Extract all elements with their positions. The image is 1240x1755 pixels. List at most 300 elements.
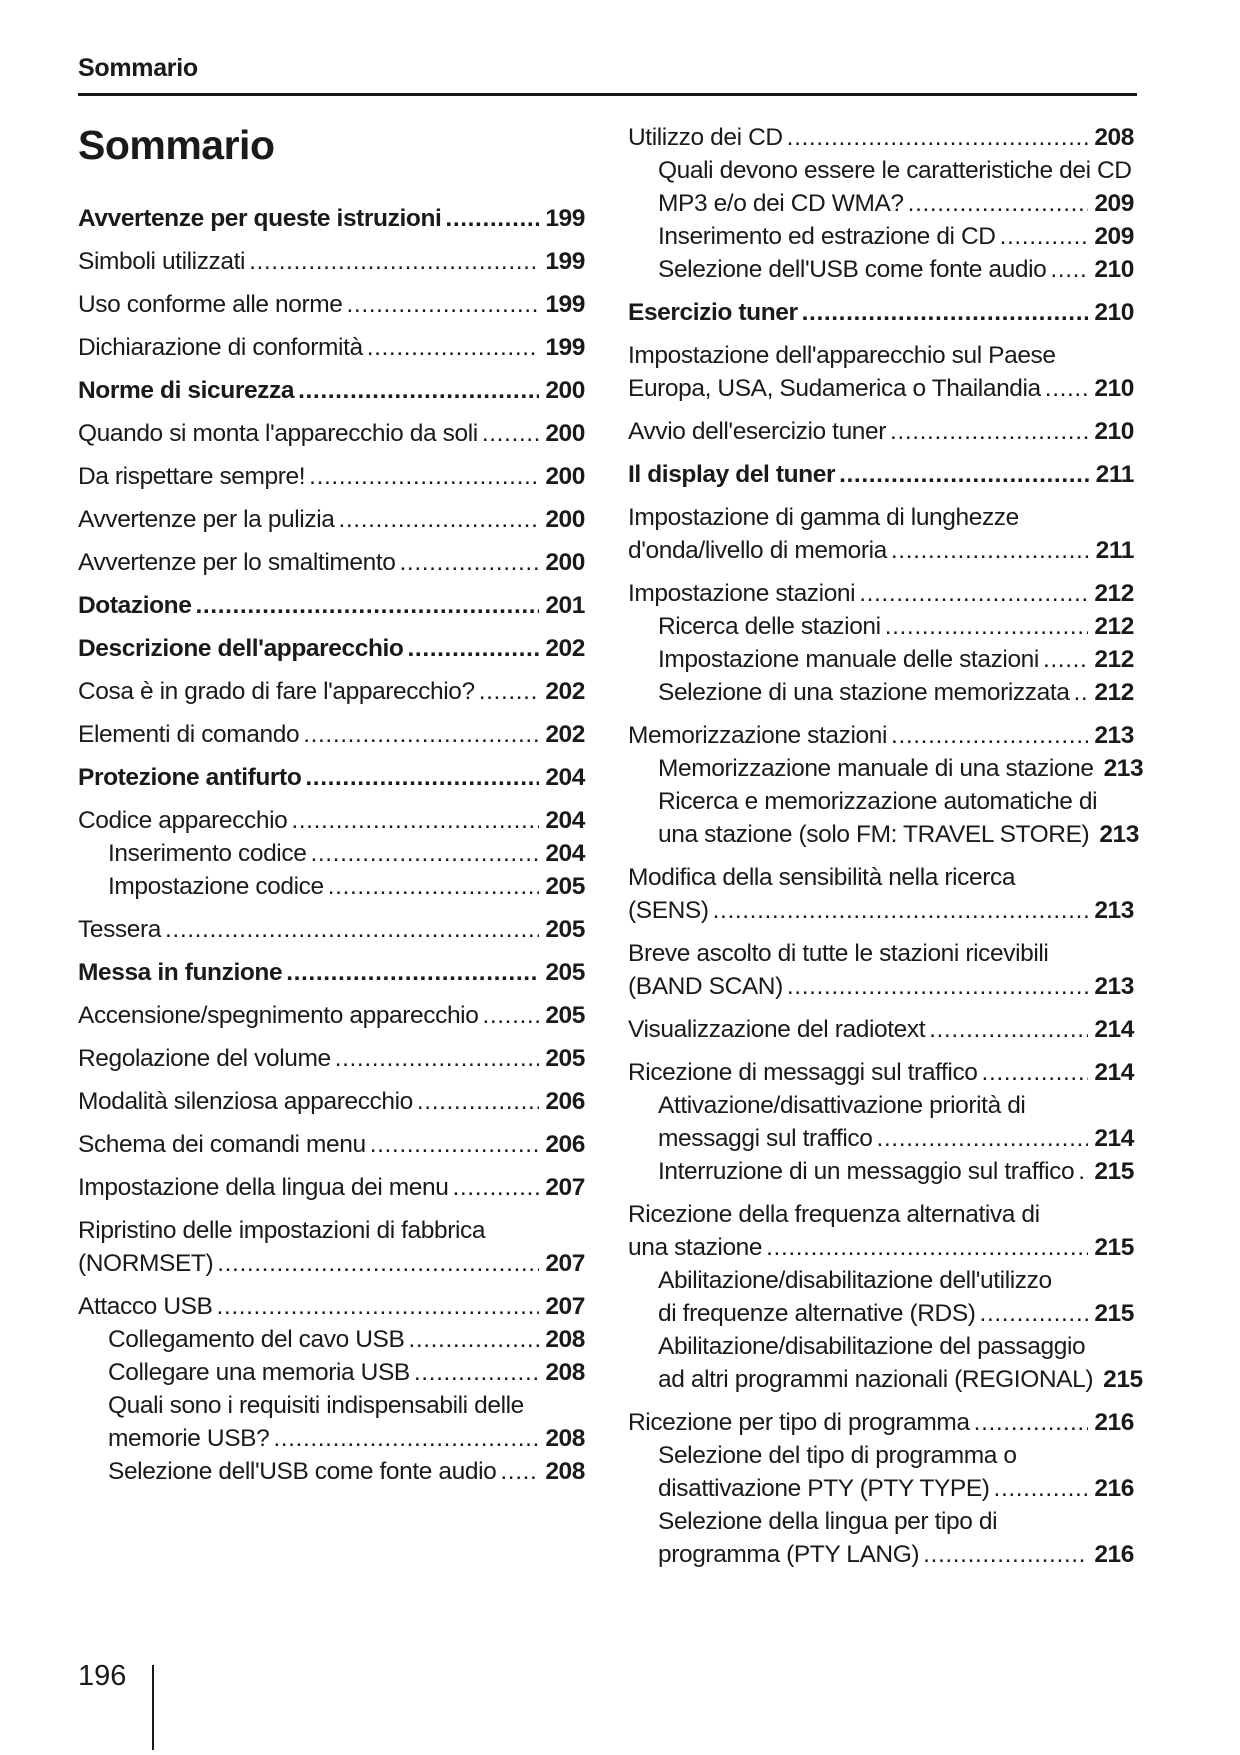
toc-page-number: 206 [545,1131,585,1158]
toc-entry [628,1231,1134,1264]
toc-entry [78,1171,585,1204]
toc-entry-title: Avvertenze per la pulizia [78,506,335,533]
dot-leader [859,577,1088,610]
toc-page-number: 205 [545,873,585,900]
toc-page-number: 208 [545,1359,585,1386]
toc-entry-group [628,339,1134,405]
toc-entry-title: Quali sono i requisiti indispensabili delle [108,1392,524,1419]
toc-entry-group [78,202,585,235]
dot-leader [310,837,539,870]
toc-entry-title: Modifica della sensibilità nella ricerca [628,864,1016,891]
toc-entry [78,1042,585,1075]
toc-entry-title: Descrizione dell'apparecchio [78,635,404,662]
toc-entry-title: Ricezione per tipo di programma [628,1409,970,1436]
dot-leader [891,719,1088,752]
toc-entry-group [78,913,585,946]
toc-subentry [628,610,1134,643]
toc-entry-group [628,1406,1134,1571]
toc-section-heading [78,632,585,665]
toc-entry-group [78,718,585,751]
toc-subentry [78,870,585,903]
toc-entry-title: Da rispettare sempre! [78,463,306,490]
toc-subentry [628,154,1134,187]
toc-entry-group [628,1013,1134,1046]
toc-entry-title: Dotazione [78,592,192,619]
toc-page-number: 211 [1095,537,1134,564]
toc-entry-group [78,546,585,579]
dot-leader [890,415,1088,448]
toc-entry [628,894,1134,927]
toc-page-number: 205 [545,959,585,986]
dot-leader [367,331,540,364]
toc-entry [78,804,585,837]
toc-entry [78,718,585,751]
dot-leader [273,1422,539,1455]
toc-entry-title: (NORMSET) [78,1250,214,1277]
dot-leader [408,1323,539,1356]
toc-entry-title: Attacco USB [78,1293,213,1320]
toc-entry-title: ad altri programmi nazionali (REGIONAL) [658,1366,1094,1393]
toc-subentry [628,785,1134,818]
dot-leader [1043,643,1088,676]
toc-page-number: 214 [1094,1125,1134,1152]
toc-page-number: 202 [545,721,585,748]
toc-entry-group [628,719,1144,851]
toc-entry-title: (SENS) [628,897,709,924]
toc-page-number: 211 [1095,461,1134,488]
toc-page-number: 200 [545,549,585,576]
toc-entry-group [78,675,585,708]
toc-page-number: 199 [545,248,585,275]
toc-page-number: 216 [1094,1409,1134,1436]
toc-entry-title: Messa in funzione [78,959,283,986]
toc-page-number: 210 [1094,375,1134,402]
toc-subentry [628,1505,1134,1538]
toc-entry [78,460,585,493]
toc-entry-title: Avvio dell'esercizio tuner [628,418,887,445]
dot-leader [303,718,539,751]
toc-entry-title: Impostazione della lingua dei menu [78,1174,449,1201]
toc-subentry [628,1155,1134,1188]
toc-entry-group [78,1171,585,1204]
toc-entry [78,546,585,579]
toc-page-number: 216 [1094,1541,1134,1568]
toc-entry-title: Memorizzazione stazioni [628,722,888,749]
dot-leader [929,1013,1088,1046]
toc-subentry [78,1323,585,1356]
toc-subentry [628,676,1134,709]
toc-entry [78,417,585,450]
toc-entry-title: Elementi di comando [78,721,300,748]
toc-page-number: 207 [545,1293,585,1320]
toc-entry [78,1290,585,1323]
toc-entry-title: Dichiarazione di conformità [78,334,363,361]
toc-entry-title: messaggi sul traffico [658,1125,873,1152]
dot-leader [298,374,539,407]
toc-entry-group [78,1128,585,1161]
toc-page-number: 210 [1094,256,1134,283]
dot-leader [305,761,539,794]
toc-entry-title: Avvertenze per queste istruzioni [78,205,442,232]
toc-page-number: 210 [1094,418,1134,445]
dot-leader [1000,220,1089,253]
toc-page-number: 199 [545,334,585,361]
toc-page-number: 214 [1094,1016,1134,1043]
toc-page-number: 208 [545,1425,585,1452]
toc-subentry [78,1356,585,1389]
toc-entry-group [78,503,585,536]
toc-entry-group [78,761,585,794]
toc-page-number: 215 [1094,1158,1134,1185]
toc-entry [78,288,585,321]
toc-subentry [628,1089,1134,1122]
dot-leader [908,187,1089,220]
toc-entry-title: Inserimento ed estrazione di CD [658,223,996,250]
toc-entry [628,1056,1134,1089]
toc-entry-title: Impostazione dell'apparecchio sul Paese [628,342,1056,369]
dot-leader [408,632,540,665]
toc-page-number: 204 [545,840,585,867]
toc-right-column [628,121,1144,1581]
dot-leader [923,1538,1088,1571]
toc-page-number: 205 [545,1002,585,1029]
toc-entry-group [628,296,1134,329]
toc-page-number: 204 [545,764,585,791]
toc-page-number: 212 [1094,580,1134,607]
toc-page-number: 199 [545,205,585,232]
toc-entry-group [78,1085,585,1118]
toc-entry-title: Accensione/spegnimento apparecchio [78,1002,479,1029]
toc-entry-title: una stazione (solo FM: TRAVEL STORE) [658,821,1090,848]
toc-entry-group [628,861,1134,927]
toc-entry-group [78,632,585,665]
toc-entry-title: Schema dei comandi menu [78,1131,366,1158]
toc-section-heading [628,296,1134,329]
dot-leader [482,417,539,450]
toc-page-number: 214 [1094,1059,1134,1086]
toc-entry-group [78,1042,585,1075]
toc-entry-group [78,460,585,493]
toc-page-number: 212 [1094,613,1134,640]
toc-entry-title: Memorizzazione manuale di una stazione [658,755,1094,782]
toc-entry-group [78,245,585,278]
toc-entry-group [78,804,585,903]
toc-section-heading [78,761,585,794]
toc-section-heading [78,202,585,235]
dot-leader [445,202,539,235]
toc-entry-group [78,374,585,407]
toc-entry-title: Abilitazione/disabilitazione del passaggio [658,1333,1086,1360]
running-header: Sommario [78,54,198,82]
toc-entry-title: programma (PTY LANG) [658,1541,920,1568]
toc-entry-title: Cosa è in grado di fare l'apparecchio? [78,678,475,705]
toc-entry [78,245,585,278]
toc-entry-title: Impostazione di gamma di lunghezze [628,504,1019,531]
toc-entry-title: Ripristino delle impostazioni di fabbrica [78,1217,486,1244]
toc-entry-title: Inserimento codice [108,840,307,867]
dot-leader [839,458,1090,491]
toc-subentry [78,1389,585,1422]
toc-page-number: 206 [545,1088,585,1115]
toc-page-number: 204 [545,807,585,834]
toc-entry-title: disattivazione PTY (PTY TYPE) [658,1475,990,1502]
dot-leader [787,121,1089,154]
toc-page-number: 213 [1094,897,1134,924]
toc-section-heading [78,589,585,622]
toc-entry-title: memorie USB? [108,1425,270,1452]
toc-page-number: 210 [1094,299,1134,326]
toc-entry-group [628,577,1134,709]
toc-page-number: 200 [545,420,585,447]
toc-entry-title: Selezione della lingua per tipo di [658,1508,998,1535]
toc-entry-title: una stazione [628,1234,763,1261]
toc-left-column [78,202,585,1498]
dot-leader [370,1128,540,1161]
dot-leader [328,870,540,903]
toc-page-number: 205 [545,1045,585,1072]
toc-entry-title: Breve ascolto di tutte le stazioni ricevibili [628,940,1049,967]
dot-leader [217,1290,540,1323]
page-number: 196 [78,1660,127,1692]
toc-entry-title: (BAND SCAN) [628,973,783,1000]
toc-page-number: 202 [545,635,585,662]
toc-subentry [628,643,1134,676]
toc-entry-title: Quali devono essere le caratteristiche dei CD [658,157,1132,184]
toc-entry-title: Utilizzo dei CD [628,124,783,151]
toc-page-number: 201 [545,592,585,619]
dot-leader [195,589,539,622]
toc-entry-title: Attivazione/disattivazione priorità di [658,1092,1026,1119]
toc-page-number: 207 [545,1174,585,1201]
dot-leader [400,546,540,579]
toc-entry-title: Selezione del tipo di programma o [658,1442,1017,1469]
toc-entry-group [78,999,585,1032]
toc-page-number: 205 [545,916,585,943]
toc-entry-title: Selezione di una stazione memorizzata [658,679,1070,706]
toc-entry-title: di frequenze alternative (RDS) [658,1300,976,1327]
toc-entry-title: Norme di sicurezza [78,377,295,404]
toc-entry-title: Impostazione manuale delle stazioni [658,646,1039,673]
toc-subentry [628,1297,1134,1330]
toc-entry-group [628,415,1134,448]
toc-subentry [628,818,1139,851]
toc-entry-title: Ricezione di messaggi sul traffico [628,1059,978,1086]
toc-subentry [78,837,585,870]
dot-leader [802,296,1089,329]
toc-entry-title: Impostazione stazioni [628,580,856,607]
toc-page-number: 208 [1094,124,1134,151]
toc-entry [628,501,1134,534]
toc-page-number: 209 [1094,190,1134,217]
toc-entry-title: Esercizio tuner [628,299,798,326]
toc-subentry [628,220,1134,253]
toc-page-number: 213 [1099,821,1139,848]
toc-entry [628,1013,1134,1046]
toc-entry [78,331,585,364]
toc-entry-group [628,1198,1143,1396]
toc-section-heading [78,956,585,989]
dot-leader [500,1455,539,1488]
dot-leader [876,1122,1088,1155]
toc-page-number: 215 [1094,1234,1134,1261]
toc-entry [628,937,1134,970]
dot-leader [1078,1155,1088,1188]
dot-leader [974,1406,1089,1439]
toc-subentry [78,1422,585,1455]
toc-entry [628,339,1134,372]
toc-page-number: 215 [1103,1366,1143,1393]
toc-entry [78,1214,585,1247]
toc-entry [628,970,1134,1003]
page-title: Sommario [78,122,275,168]
toc-entry-group [78,589,585,622]
toc-entry-title: Abilitazione/disabilitazione dell'utilizzo [658,1267,1052,1294]
toc-entry-title: Ricezione della frequenza alternativa di [628,1201,1040,1228]
toc-subentry [628,1122,1134,1155]
toc-page-number: 216 [1094,1475,1134,1502]
toc-entry [628,1198,1134,1231]
dot-leader [335,1042,540,1075]
toc-entry [78,1128,585,1161]
toc-entry-title: Ricerca delle stazioni [658,613,881,640]
dot-leader [249,245,539,278]
dot-leader [286,956,539,989]
dot-leader [885,610,1089,643]
toc-page-number: 208 [545,1458,585,1485]
dot-leader [1073,676,1088,709]
toc-entry-title: Simboli utilizzati [78,248,246,275]
toc-entry [78,503,585,536]
dot-leader [291,804,539,837]
toc-entry-group [78,417,585,450]
toc-entry [628,534,1134,567]
toc-page-number: 212 [1094,679,1134,706]
dot-leader [713,894,1089,927]
toc-page-number: 213 [1103,755,1144,782]
footer-rule [152,1665,154,1750]
dot-leader [980,1297,1089,1330]
toc-entry [628,861,1134,894]
toc-entry-group [628,458,1134,491]
toc-entry [78,1085,585,1118]
toc-subentry [628,1472,1134,1505]
toc-page-number: 209 [1094,223,1134,250]
toc-entry-title: Selezione dell'USB come fonte audio [108,1458,497,1485]
toc-subentry [628,1538,1134,1571]
toc-entry-title: Protezione antifurto [78,764,302,791]
toc-page-number: 212 [1094,646,1134,673]
toc-subentry [628,752,1144,785]
toc-entry-title: Quando si monta l'apparecchio da soli [78,420,478,447]
toc-entry-title: Collegare una memoria USB [108,1359,410,1386]
toc-entry-title: MP3 e/o dei CD WMA? [658,190,904,217]
toc-entry-group [628,121,1134,286]
toc-entry [628,372,1134,405]
dot-leader [479,675,540,708]
dot-leader [1045,372,1089,405]
dot-leader [309,460,539,493]
dot-leader [482,999,539,1032]
toc-page-number: 202 [545,678,585,705]
toc-subentry [628,1439,1134,1472]
toc-entry-title: Il display del tuner [628,461,836,488]
toc-entry-group [78,1290,585,1488]
toc-entry [78,913,585,946]
toc-entry-group [628,937,1134,1003]
dot-leader [347,288,540,321]
toc-page-number: 213 [1094,722,1134,749]
toc-entry [628,719,1134,752]
toc-entry-title: Ricerca e memorizzazione automatiche di [658,788,1098,815]
toc-section-heading [628,458,1134,491]
toc-page-number: 199 [545,291,585,318]
toc-entry-group [628,501,1134,567]
toc-entry [78,1247,585,1280]
toc-entry-group [78,331,585,364]
toc-entry-title: Selezione dell'USB come fonte audio [658,256,1047,283]
toc-entry-title: Uso conforme alle norme [78,291,343,318]
dot-leader [891,534,1090,567]
dot-leader [1050,253,1088,286]
toc-entry [78,999,585,1032]
dot-leader [217,1247,539,1280]
dot-leader [452,1171,539,1204]
toc-section-heading [78,374,585,407]
toc-entry [628,415,1134,448]
toc-subentry [628,1264,1134,1297]
toc-entry [628,577,1134,610]
toc-entry-title: Interruzione di un messaggio sul traffico [658,1158,1075,1185]
dot-leader [766,1231,1088,1264]
dot-leader [982,1056,1089,1089]
dot-leader [414,1356,539,1389]
toc-subentry [628,187,1134,220]
toc-entry-group [628,1056,1134,1188]
toc-entry-title: Regolazione del volume [78,1045,331,1072]
toc-subentry [628,1363,1143,1396]
toc-entry [78,675,585,708]
toc-page-number: 200 [545,506,585,533]
dot-leader [338,503,539,536]
toc-entry-title: d'onda/livello di memoria [628,537,887,564]
toc-page-number: 213 [1094,973,1134,1000]
toc-entry-group [78,1214,585,1280]
toc-page-number: 208 [545,1326,585,1353]
toc-entry-title: Modalità silenziosa apparecchio [78,1088,413,1115]
toc-page-number: 200 [545,377,585,404]
toc-subentry [78,1455,585,1488]
toc-page-number: 207 [545,1250,585,1277]
dot-leader [417,1085,539,1118]
toc-entry-title: Tessera [78,916,161,943]
toc-entry-title: Codice apparecchio [78,807,288,834]
header-rule [78,93,1137,96]
toc-entry-title: Impostazione codice [108,873,324,900]
toc-entry [628,121,1134,154]
toc-subentry [628,253,1134,286]
toc-entry-title: Europa, USA, Sudamerica o Thailandia [628,375,1041,402]
toc-page-number: 215 [1094,1300,1134,1327]
toc-subentry [628,1330,1134,1363]
dot-leader [165,913,539,946]
toc-entry [628,1406,1134,1439]
toc-entry-title: Collegamento del cavo USB [108,1326,405,1353]
dot-leader [787,970,1088,1003]
toc-entry-title: Avvertenze per lo smaltimento [78,549,396,576]
toc-entry-group [78,288,585,321]
toc-page-number: 200 [545,463,585,490]
toc-entry-title: Visualizzazione del radiotext [628,1016,926,1043]
